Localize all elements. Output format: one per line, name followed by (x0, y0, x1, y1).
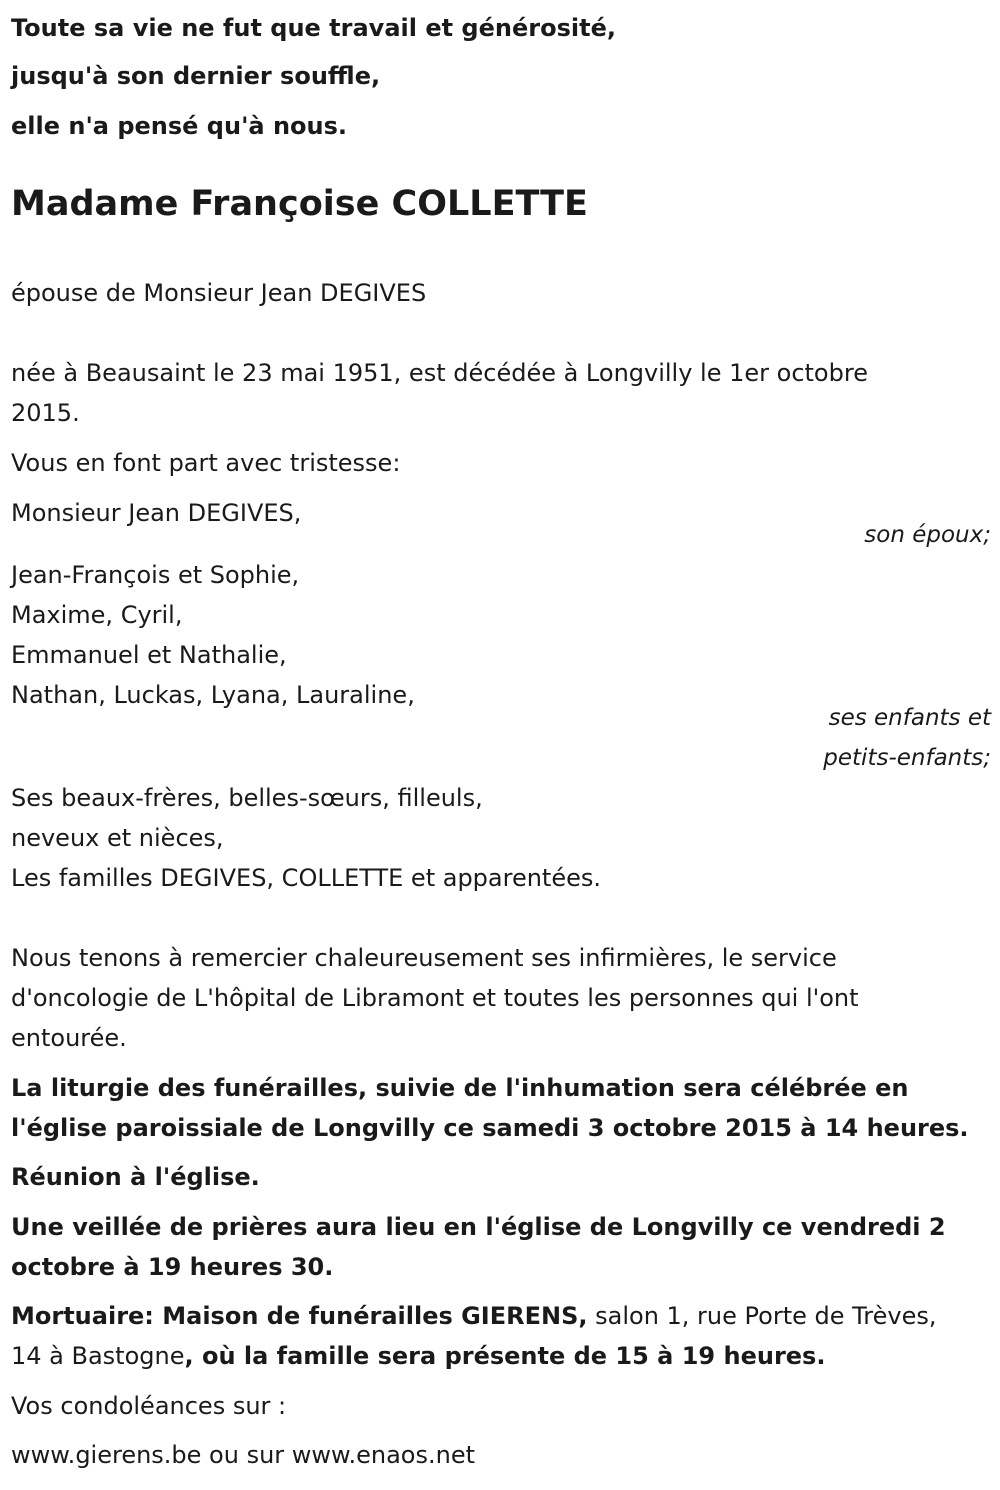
birth-death-line-2: 2015. (11, 399, 80, 427)
family-intro: Vous en font part avec tristesse: (11, 449, 401, 477)
mortuary-city: 14 à Bastogne (11, 1342, 185, 1370)
family-spouse-role: son époux; (864, 522, 991, 548)
intro-line-3: elle n'a pensé qu'à nous. (11, 112, 348, 140)
vigil-line-1: Une veillée de prières aura lieu en l'église de Longvilly ce vendredi 2 (11, 1213, 946, 1241)
other-family-line: Ses beaux-frères, belles-sœurs, filleuls, (11, 784, 483, 812)
child-line: Jean-François et Sophie, (11, 561, 300, 589)
child-line: Emmanuel et Nathalie, (11, 641, 287, 669)
other-family-line: neveux et nièces, (11, 824, 224, 852)
other-family-line: Les familles DEGIVES, COLLETTE et apparentées. (11, 864, 602, 892)
vigil-line-2: octobre à 19 heures 30. (11, 1253, 334, 1281)
condolences-sites: www.gierens.be ou sur www.enaos.net (11, 1441, 475, 1469)
children-role-line-1: ses enfants et (828, 705, 991, 731)
liturgy-line-1: La liturgie des funérailles, suivie de l'inhumation sera célébrée en (11, 1074, 909, 1102)
mortuary-presence: , où la famille sera présente de 15 à 19 heures. (184, 1342, 826, 1370)
mortuary-address: salon 1, rue Porte de Trèves, (587, 1302, 937, 1330)
liturgy-line-2: l'église paroissiale de Longvilly ce samedi 3 octobre 2015 à 14 heures. (11, 1114, 969, 1142)
mortuary-name: Mortuaire: Maison de funérailles GIERENS, (11, 1302, 588, 1330)
mortuary-line-1 (11, 1300, 936, 1332)
condolences-label: Vos condoléances sur : (11, 1392, 287, 1420)
intro-line-1: Toute sa vie ne fut que travail et générosité, (11, 14, 616, 42)
family-spouse-name: Monsieur Jean DEGIVES, (11, 499, 302, 527)
thanks-line-3: entourée. (11, 1024, 127, 1052)
deceased-name: Madame Françoise COLLETTE (11, 184, 588, 224)
meeting-line: Réunion à l'église. (11, 1163, 260, 1191)
children-role-line-2: petits-enfants; (823, 745, 991, 771)
child-line: Nathan, Luckas, Lyana, Lauraline, (11, 681, 415, 709)
birth-death-line-1: née à Beausaint le 23 mai 1951, est décédée à Longvilly le 1er octobre (11, 359, 868, 387)
spouse-line: épouse de Monsieur Jean DEGIVES (11, 279, 427, 307)
thanks-line-2: d'oncologie de L'hôpital de Libramont et toutes les personnes qui l'ont (11, 984, 859, 1012)
child-line: Maxime, Cyril, (11, 601, 183, 629)
mortuary-line-2 (11, 1340, 825, 1372)
intro-line-2: jusqu'à son dernier souffle, (11, 62, 381, 90)
thanks-line-1: Nous tenons à remercier chaleureusement ses infirmières, le service (11, 944, 837, 972)
